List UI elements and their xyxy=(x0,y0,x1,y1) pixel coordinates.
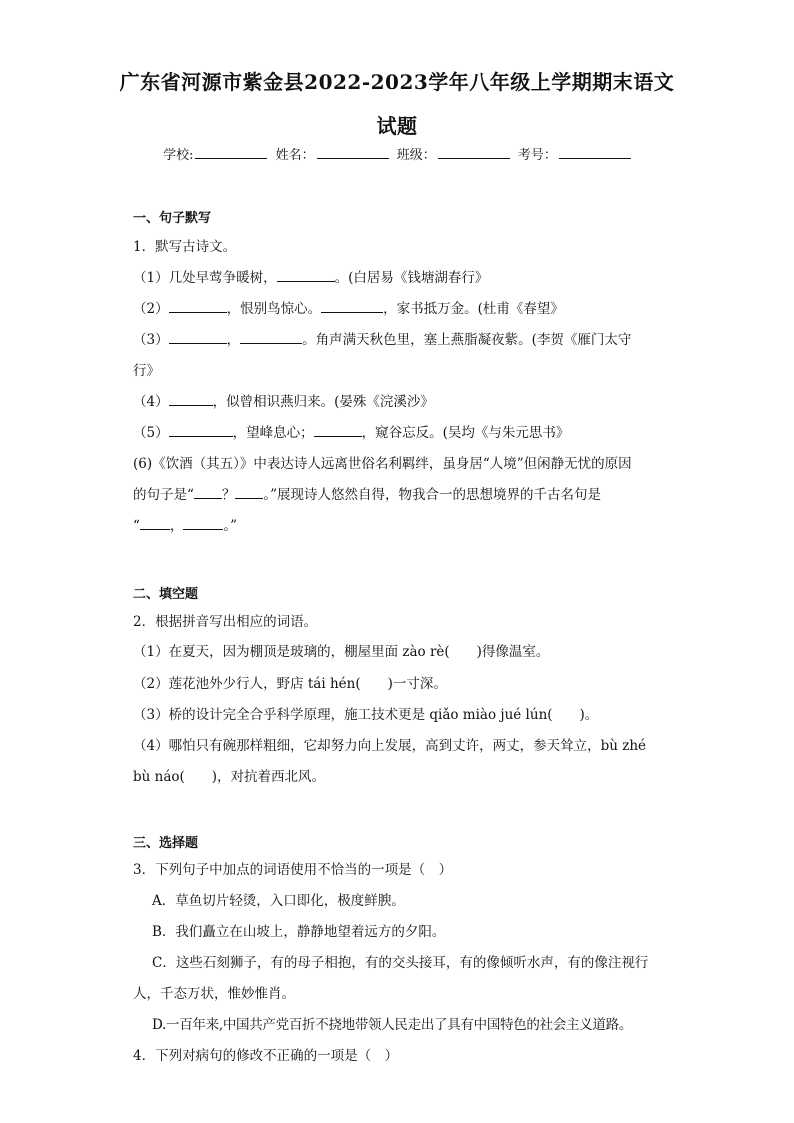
school-blank xyxy=(195,146,267,159)
question-2: 2．根据拼音写出相应的词语。 xyxy=(133,614,318,630)
item-text: （1）几处早莺争暖树， xyxy=(133,270,277,286)
student-info-row xyxy=(0,144,794,163)
question-1-item-5 xyxy=(133,421,663,441)
item-text: ， xyxy=(226,332,241,348)
item-text: ，恨别鸟惊心。 xyxy=(226,301,322,317)
question-1-item-3 xyxy=(133,328,663,348)
item-text: （5） xyxy=(133,425,169,441)
answer-blank xyxy=(169,300,227,313)
item-text: （2） xyxy=(133,301,169,317)
item-text: 。(白居易《钱塘湖春行》 xyxy=(334,270,489,286)
question-1-item-6-line-1: (6)《饮酒（其五）》中表达诗人远离世俗名利羁绊，虽身居“人境”但闲静无忧的原因 xyxy=(133,456,632,472)
question-3-option-d: D.一百年来,中国共产党百折不挠地带领人民走出了具有中国特色的社会主义道路。 xyxy=(152,1017,633,1033)
question-2-item-4: （4）哪怕只有碗那样粗细，它却努力向上发展，高到丈许，两丈，参天耸立，bù zhé xyxy=(133,738,647,754)
item-text: ，窥谷忘反。(吴均《与朱元思书》 xyxy=(361,425,570,441)
item-text: 。角声满天秋色里，塞上燕脂凝夜紫。(李贺《雁门太守 xyxy=(302,332,632,348)
name-label: 姓名： xyxy=(275,148,315,163)
question-1-item-2 xyxy=(133,297,663,317)
question-1-item-4 xyxy=(133,390,663,410)
item-text: “ xyxy=(133,518,140,534)
answer-blank xyxy=(194,486,222,499)
item-text: ，似曾相识燕归来。(晏殊《浣溪沙》 xyxy=(212,394,434,410)
item-text: ， xyxy=(169,518,184,534)
question-3-option-c: C．这些石刻狮子，有的母子相抱，有的交头接耳，有的像倾听水声，有的像注视行 xyxy=(152,955,649,971)
answer-blank xyxy=(169,393,213,406)
answer-blank xyxy=(314,424,362,437)
item-text: （3） xyxy=(133,332,169,348)
class-label: 班级： xyxy=(396,148,436,163)
question-1: 1．默写古诗文。 xyxy=(133,239,237,255)
question-2-item-4-wrap: bù náo( )，对抗着西北风。 xyxy=(133,769,326,785)
question-2-item-2: （2）莲花池外少行人，野店 tái hén( )一寸深。 xyxy=(133,676,447,692)
exam-no-label: 考号： xyxy=(517,148,557,163)
item-text: ，望峰息心； xyxy=(232,425,314,441)
question-3-option-c-wrap: 人，千态万状，惟妙惟肖。 xyxy=(133,986,295,1002)
question-3-option-b: B．我们矗立在山坡上，静静地望着远方的夕阳。 xyxy=(152,924,446,940)
item-text: 。” xyxy=(223,518,238,534)
section-heading-1: 一、句子默写 xyxy=(133,211,212,226)
name-blank xyxy=(317,146,389,159)
answer-blank xyxy=(321,300,383,313)
answer-blank xyxy=(277,269,335,282)
answer-blank xyxy=(169,331,227,344)
section-heading-2: 二、填空题 xyxy=(133,587,199,602)
question-2-item-3: （3）桥的设计完全合乎科学原理，施工技术更是 qiǎo miào jué lún( )。 xyxy=(133,707,599,723)
class-blank xyxy=(438,146,510,159)
question-1-item-3-wrap: 行》 xyxy=(133,363,160,379)
exam-title-continued: 试题 xyxy=(376,114,418,138)
answer-blank xyxy=(235,486,263,499)
item-text: 。”展现诗人悠然自得，物我合一的思想境界的千古名句是 xyxy=(263,487,602,503)
item-text: ，家书抵万金。(杜甫《春望》 xyxy=(383,301,564,317)
item-text: （4） xyxy=(133,394,169,410)
question-2-item-1: （1）在夏天，因为棚顶是玻璃的，棚屋里面 zào rè( )得像温室。 xyxy=(133,644,550,660)
answer-blank xyxy=(140,517,170,530)
exam-title: 广东省河源市紫金县2022-2023学年八年级上学期期末语文 xyxy=(119,70,675,94)
exam-no-blank xyxy=(559,146,631,159)
question-1-item-6-line-2 xyxy=(133,483,663,503)
question-1-item-1 xyxy=(133,266,663,286)
answer-blank xyxy=(169,424,233,437)
question-1-item-6-line-3 xyxy=(133,514,663,534)
question-4: 4．下列对病句的修改不正确的一项是（ ） xyxy=(133,1048,399,1064)
school-label: 学校: xyxy=(163,148,194,163)
item-text: ？ xyxy=(221,487,236,503)
section-heading-3: 三、选择题 xyxy=(133,836,199,851)
answer-blank xyxy=(183,517,223,530)
answer-blank xyxy=(240,331,302,344)
question-3: 3．下列句子中加点的词语使用不恰当的一项是（ ） xyxy=(133,862,453,878)
item-text: 的句子是“ xyxy=(133,487,194,503)
question-3-option-a: A．草鱼切片轻烫，入口即化，极度鲜腴。 xyxy=(152,893,405,909)
